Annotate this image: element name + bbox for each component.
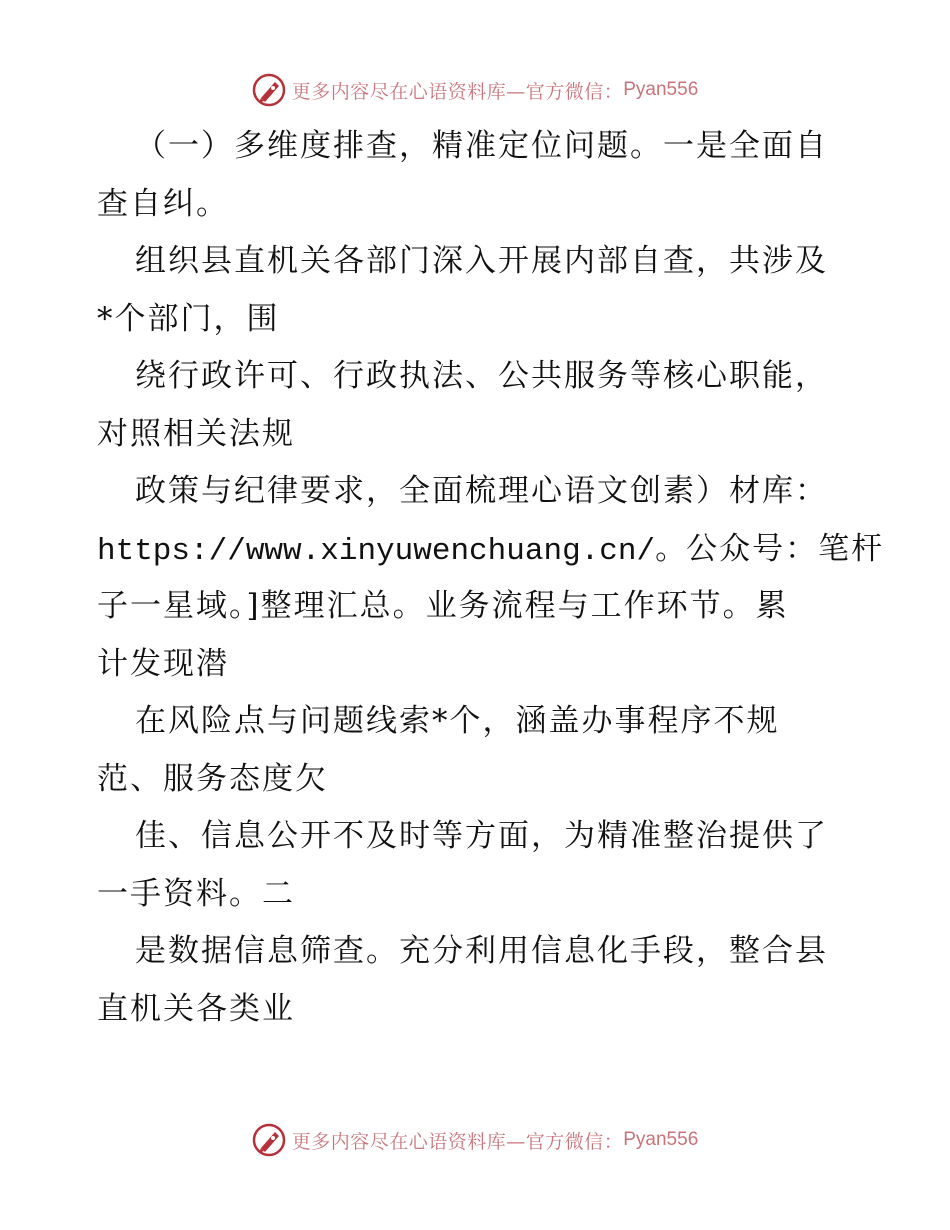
text-line: 是数据信息筛查。充分利用信息化手段，整合县 [135, 933, 828, 969]
text-line: 对照相关法规 [97, 415, 295, 452]
body-text [97, 118, 885, 1038]
text-line: 在风险点与问题线索*个，涵盖办事程序不规 [135, 703, 780, 739]
text-line: 查自纠。 [97, 185, 229, 222]
pen-nib-logo-icon [252, 1123, 286, 1157]
banner-text: 更多内容尽在心语资料库—官方微信： [291, 80, 624, 103]
text-line: 政策与纪律要求，全面梳理心语文创素）材库： [135, 473, 828, 509]
text-line: （一）多维度排查，精准定位问题。一是全面自 [135, 128, 828, 164]
banner-wechat-id: Pyan556 [623, 1129, 699, 1150]
text-segment: 公众号：笔杆 [686, 530, 885, 567]
footer-banner [0, 1120, 950, 1160]
banner-text: 更多内容尽在心语资料库—官方微信： [291, 1130, 624, 1153]
text-line: 绕行政许可、行政执法、公共服务等核心职能， [135, 358, 828, 394]
url-text: https://www.xinyuwenchuang.cn/。 [97, 533, 687, 569]
text-line: 佳、信息公开不及时等方面，为精准整治提供了 [135, 818, 828, 854]
header-banner [0, 70, 950, 110]
text-line: *个部门，围 [97, 300, 280, 337]
text-line: 计发现潜 [97, 645, 229, 682]
banner-wechat-id: Pyan556 [623, 79, 699, 100]
text-line: 范、服务态度欠 [97, 760, 328, 797]
text-line: 组织县直机关各部门深入开展内部自查，共涉及 [135, 243, 828, 279]
text-line: 子一星域。]整理汇总。业务流程与工作环节。累 [97, 588, 789, 624]
text-line: 直机关各类业 [97, 990, 295, 1027]
text-line: 一手资料。二 [97, 875, 295, 912]
text-line-url [97, 521, 885, 579]
pen-nib-logo-icon [252, 73, 286, 107]
